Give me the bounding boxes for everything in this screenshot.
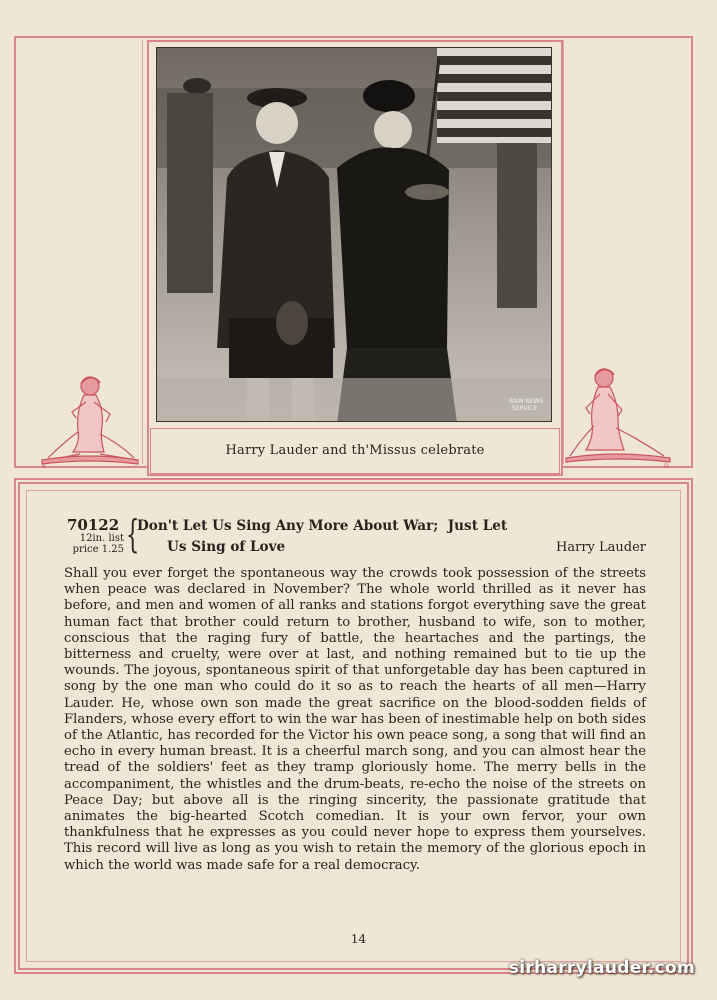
photo-credit-line1: BAIN NEWS (509, 398, 544, 405)
artist-name: Harry Lauder (556, 540, 646, 555)
seated-woman-figure-icon (564, 364, 672, 470)
photograph (156, 47, 552, 422)
record-number: 70122 (67, 516, 120, 534)
song-title-line2: Us Sing of Love (167, 539, 286, 555)
photo-caption: Harry Lauder and th'Missus celebrate (225, 443, 485, 458)
photo-credit-line2: SERVICE (512, 405, 538, 412)
svg-text:E: E (42, 463, 46, 470)
svg-text:D: D (664, 463, 669, 470)
record-size: 12in. list (79, 533, 124, 544)
description-paragraph: Shall you ever forget the spontaneous way the crowds took possession of the streets when peace was declared in November? The whole world thrilled as it never has before, and men and women of all ranks and stations forgot everything save the great human fact that brother could return to brother, husband to wife, son to mother, conscious that the raging fury of battle, the heartaches and the partings, the bitterness and cruelty, were over at last, and nothing remained but to tie up the wounds. The joyous, spontaneous spirit of that unforgetable day has been captured in song by the one man who could do it so as to reach the hearts of all men—Harry Lauder. He, whose own son made the great sacrifice on the blood-sodden fields of Flanders, whose every effort to win the war has been of inestimable help on both sides of the Atlantic, has recorded for the Victor his own peace song, a song that will find an echo in every human breast. It is a cheerful march song, and you can almost hear the tread of the soldiers' feet as they tramp gloriously home. The merry bells in the accompaniment, the whistles and the drum-beats, re-echo the noise of the streets on Peace Day; but above all is the ringing sincerity, the passionate gratitude that animates the big-hearted Scotch comedian. It is your own fervor, your own thankfulness that he expresses as you could never hope to express them yourselves. This record will live as long as you wish to retain the memory of the glorious epoch in which the world was made safe for a real democracy. (64, 566, 646, 873)
brace-icon: { (126, 512, 140, 556)
record-meta (64, 533, 124, 555)
photo-scene (157, 48, 552, 422)
record-price: price 1.25 (72, 544, 124, 555)
website-watermark: sirharrylauder.com (508, 958, 695, 978)
page-number: 14 (350, 932, 367, 946)
seated-woman-figure-icon (40, 372, 140, 470)
song-title-line1: Don't Let Us Sing Any More About War; Just Let (137, 518, 508, 534)
